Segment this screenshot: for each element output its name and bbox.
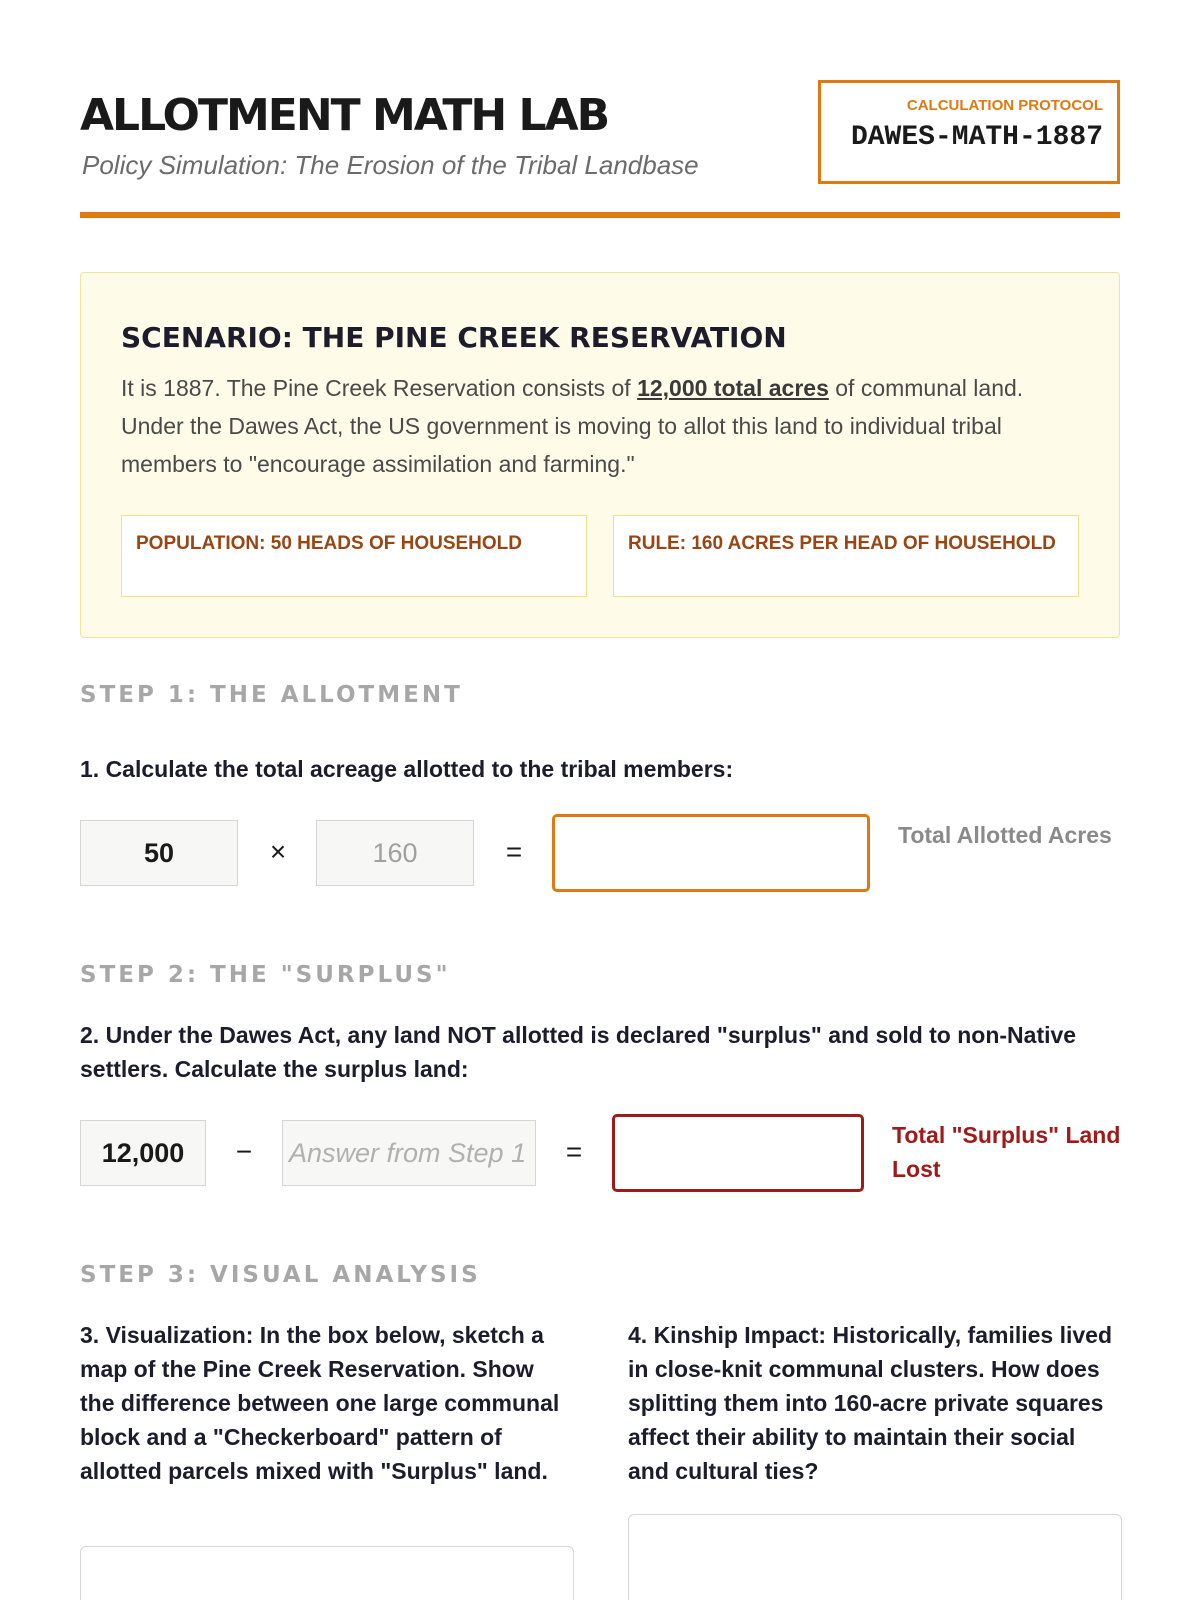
step2-label: STEP 2: THE "SURPLUS" bbox=[80, 962, 451, 988]
population-fact: POPULATION: 50 HEADS OF HOUSEHOLD bbox=[121, 515, 587, 597]
step2-question: 2. Under the Dawes Act, any land NOT allotted is declared "surplus" and sold to non-Native settlers. Calculate the surplus land: bbox=[80, 1022, 1077, 1082]
step2-answer-input[interactable] bbox=[612, 1114, 864, 1192]
total-acres-highlight: 12,000 total acres bbox=[637, 375, 829, 401]
kinship-question: 4. Kinship Impact: Historically, families lived in close-knit communal clusters. How does splitting them into 160-acre private squares affect their ability to maintain their social and cultural ties? bbox=[628, 1322, 1112, 1484]
header bbox=[80, 78, 1120, 218]
page-title: ALLOTMENT MATH LAB bbox=[80, 90, 609, 141]
page-subtitle: Policy Simulation: The Erosion of the Tribal Landbase bbox=[82, 150, 699, 180]
sketch-box[interactable] bbox=[80, 1546, 574, 1600]
header-divider bbox=[80, 212, 1120, 218]
step1-operand-acres: 160 bbox=[316, 820, 474, 886]
scenario-card bbox=[80, 272, 1120, 638]
step2-result-label: Total "Surplus" Land Lost bbox=[892, 1122, 1121, 1182]
protocol-label: CALCULATION PROTOCOL bbox=[906, 97, 1103, 114]
scenario-description: It is 1887. The Pine Creek Reservation consists of 12,000 total acres of communal land. Under the Dawes Act, the US government is moving to allot this land to individual tribal members to "encourage assimilation and farming." bbox=[121, 375, 1024, 477]
step2-operand-total: 12,000 bbox=[80, 1120, 206, 1186]
step2-operand-step1-ref: Answer from Step 1 bbox=[282, 1120, 536, 1186]
step1-answer-input[interactable] bbox=[552, 814, 870, 892]
rule-fact: RULE: 160 ACRES PER HEAD OF HOUSEHOLD bbox=[613, 515, 1079, 597]
multiply-sign: × bbox=[269, 836, 287, 867]
visualization-question: 3. Visualization: In the box below, sketch a map of the Pine Creek Reservation. Show the difference between one large communal block and a "Checkerboard" pattern of allotted parcels mixed with "Surplus" land. bbox=[80, 1322, 560, 1484]
step3-label: STEP 3: VISUAL ANALYSIS bbox=[80, 1262, 481, 1288]
minus-sign: − bbox=[235, 1136, 253, 1167]
scenario-title: SCENARIO: THE PINE CREEK RESERVATION bbox=[121, 321, 787, 354]
protocol-badge bbox=[818, 80, 1120, 184]
equals-sign: = bbox=[565, 1136, 583, 1167]
protocol-code: DAWES-MATH-1887 bbox=[850, 122, 1103, 153]
kinship-answer-box[interactable] bbox=[628, 1514, 1122, 1600]
step1-label: STEP 1: THE ALLOTMENT bbox=[80, 682, 463, 708]
step1-result-label: Total Allotted Acres bbox=[898, 822, 1112, 848]
equals-sign: = bbox=[505, 836, 523, 867]
step1-question: 1. Calculate the total acreage allotted to the tribal members: bbox=[80, 756, 734, 782]
step1-operand-population: 50 bbox=[80, 820, 238, 886]
